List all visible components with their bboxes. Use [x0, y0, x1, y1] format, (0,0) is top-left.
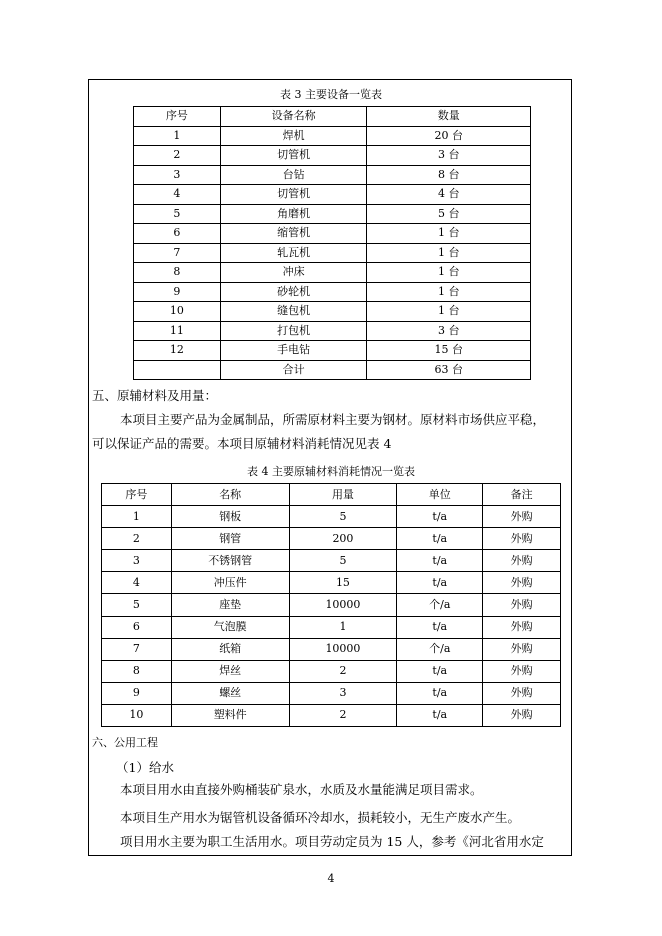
table3-cell: 6 — [134, 224, 221, 244]
table4-row — [102, 572, 561, 594]
table4-header-cell: 用量 — [289, 484, 397, 506]
table3-cell: 缝包机 — [220, 302, 367, 322]
table4-cell: 个/a — [397, 638, 483, 660]
table4-cell: 钢板 — [171, 506, 289, 528]
table4-row — [102, 638, 561, 660]
content-frame — [88, 79, 572, 856]
table3-cell: 1 台 — [367, 282, 531, 302]
table3-header-cell: 设备名称 — [220, 107, 367, 127]
table3-cell: 15 台 — [367, 341, 531, 361]
table3-cell: 8 台 — [367, 165, 531, 185]
table3-cell: 1 台 — [367, 224, 531, 244]
section6-line2: 本项目生产用水为锯管机设备循环冷却水，损耗较小，无生产废水产生。 — [120, 810, 521, 825]
table3-row — [134, 263, 531, 283]
table3-row — [134, 165, 531, 185]
table4-cell: 纸箱 — [171, 638, 289, 660]
table4-cell: 5 — [289, 506, 397, 528]
table4-cell: 外购 — [483, 550, 561, 572]
table4-cell: 4 — [102, 572, 172, 594]
table3-cell: 角磨机 — [220, 204, 367, 224]
table3-cell: 5 — [134, 204, 221, 224]
table4-cell: 外购 — [483, 682, 561, 704]
table4-cell: 8 — [102, 660, 172, 682]
table4-header-cell: 名称 — [171, 484, 289, 506]
table3-cell: 切管机 — [220, 146, 367, 166]
table3-cell: 2 — [134, 146, 221, 166]
table3-cell: 11 — [134, 321, 221, 341]
table4-row — [102, 506, 561, 528]
table3-row — [134, 302, 531, 322]
table3-row — [134, 146, 531, 166]
table3-cell: 焊机 — [220, 126, 367, 146]
section6-line1: 本项目用水由直接外购桶装矿泉水，水质及水量能满足项目需求。 — [120, 782, 483, 797]
table4-cell: t/a — [397, 550, 483, 572]
table3-row — [134, 185, 531, 205]
table4-header-cell: 序号 — [102, 484, 172, 506]
table3-cell: 1 — [134, 126, 221, 146]
table3-cell: 4 — [134, 185, 221, 205]
table4-row — [102, 528, 561, 550]
table4-cell: t/a — [397, 616, 483, 638]
table4-cell: 3 — [289, 682, 397, 704]
table4-cell: 外购 — [483, 616, 561, 638]
table3-caption: 表 3 主要设备一览表 — [280, 88, 382, 101]
table4-cell: 5 — [102, 594, 172, 616]
materials-table — [101, 483, 561, 727]
section6-heading: 六、公用工程 — [92, 736, 158, 749]
table3-cell: 打包机 — [220, 321, 367, 341]
table4-cell: 1 — [102, 506, 172, 528]
table4-cell: 气泡膜 — [171, 616, 289, 638]
table3-cell: 63 台 — [367, 360, 531, 380]
table3-cell: 10 — [134, 302, 221, 322]
table3-row — [134, 204, 531, 224]
table3-cell: 台钻 — [220, 165, 367, 185]
table3-cell — [134, 360, 221, 380]
table4-header-row — [102, 484, 561, 506]
table3-cell: 冲床 — [220, 263, 367, 283]
page-number: 4 — [327, 872, 335, 885]
table4-cell: 1 — [289, 616, 397, 638]
table4-cell: 3 — [102, 550, 172, 572]
table3-row — [134, 341, 531, 361]
table4-cell: 螺丝 — [171, 682, 289, 704]
table3-cell: 3 台 — [367, 146, 531, 166]
table3-row — [134, 360, 531, 380]
section6-sub1: （1）给水 — [116, 760, 174, 775]
table4-row — [102, 594, 561, 616]
table3-cell: 砂轮机 — [220, 282, 367, 302]
table4-row — [102, 660, 561, 682]
table4-cell: 外购 — [483, 572, 561, 594]
table3-row — [134, 282, 531, 302]
table3-cell: 3 — [134, 165, 221, 185]
table4-cell: 外购 — [483, 660, 561, 682]
table4-cell: t/a — [397, 528, 483, 550]
table3-cell: 缩管机 — [220, 224, 367, 244]
table4-cell: t/a — [397, 682, 483, 704]
table4-row — [102, 682, 561, 704]
table4-cell: 10 — [102, 704, 172, 726]
section6-line3: 项目用水主要为职工生活用水。项目劳动定员为 15 人，参考《河北省用水定 — [120, 834, 544, 849]
table4-row — [102, 704, 561, 726]
table3-cell: 1 台 — [367, 263, 531, 283]
table3-cell: 3 台 — [367, 321, 531, 341]
table3-header-cell: 序号 — [134, 107, 221, 127]
table3-cell: 12 — [134, 341, 221, 361]
table4-cell: 10000 — [289, 638, 397, 660]
section5-para-line2: 可以保证产品的需要。本项目原辅材料消耗情况见表 4 — [92, 436, 392, 451]
table3-row — [134, 321, 531, 341]
table3-cell: 5 台 — [367, 204, 531, 224]
table4-row — [102, 550, 561, 572]
table4-cell: 200 — [289, 528, 397, 550]
table3-header-cell: 数量 — [367, 107, 531, 127]
table3-cell: 合计 — [220, 360, 367, 380]
table3-row — [134, 126, 531, 146]
table4-cell: 7 — [102, 638, 172, 660]
table4-cell: t/a — [397, 572, 483, 594]
table4-cell: 钢管 — [171, 528, 289, 550]
table3-cell: 轧瓦机 — [220, 243, 367, 263]
table4-cell: 个/a — [397, 594, 483, 616]
table4-cell: 外购 — [483, 594, 561, 616]
table3-cell: 7 — [134, 243, 221, 263]
table4-cell: 座垫 — [171, 594, 289, 616]
table3-cell: 1 台 — [367, 302, 531, 322]
table4-cell: 塑料件 — [171, 704, 289, 726]
table4-cell: 2 — [289, 704, 397, 726]
table4-cell: 15 — [289, 572, 397, 594]
table4-cell: 5 — [289, 550, 397, 572]
table4-cell: t/a — [397, 704, 483, 726]
table3-cell: 切管机 — [220, 185, 367, 205]
table3-cell: 9 — [134, 282, 221, 302]
table3-cell: 手电钻 — [220, 341, 367, 361]
table3-header-row — [134, 107, 531, 127]
equipment-table — [133, 106, 531, 380]
table4-cell: t/a — [397, 506, 483, 528]
table3-cell: 1 台 — [367, 243, 531, 263]
table3-cell: 20 台 — [367, 126, 531, 146]
table3-row — [134, 224, 531, 244]
section5-para-line1: 本项目主要产品为金属制品，所需原材料主要为钢材。原材料市场供应平稳， — [120, 412, 546, 427]
table4-header-cell: 单位 — [397, 484, 483, 506]
table4-caption: 表 4 主要原辅材料消耗情况一览表 — [247, 465, 415, 478]
table4-cell: 不锈钢管 — [171, 550, 289, 572]
table4-header-cell: 备注 — [483, 484, 561, 506]
table3-row — [134, 243, 531, 263]
table4-cell: 2 — [289, 660, 397, 682]
table4-cell: 2 — [102, 528, 172, 550]
table4-cell: 外购 — [483, 528, 561, 550]
table4-cell: 焊丝 — [171, 660, 289, 682]
table4-cell: 外购 — [483, 704, 561, 726]
section5-heading: 五、原辅材料及用量： — [92, 388, 218, 403]
table3-cell: 8 — [134, 263, 221, 283]
table4-cell: t/a — [397, 660, 483, 682]
table3-cell: 4 台 — [367, 185, 531, 205]
table4-cell: 外购 — [483, 638, 561, 660]
table4-cell: 6 — [102, 616, 172, 638]
table4-cell: 外购 — [483, 506, 561, 528]
table4-cell: 冲压件 — [171, 572, 289, 594]
table4-cell: 10000 — [289, 594, 397, 616]
table4-cell: 9 — [102, 682, 172, 704]
table4-row — [102, 616, 561, 638]
